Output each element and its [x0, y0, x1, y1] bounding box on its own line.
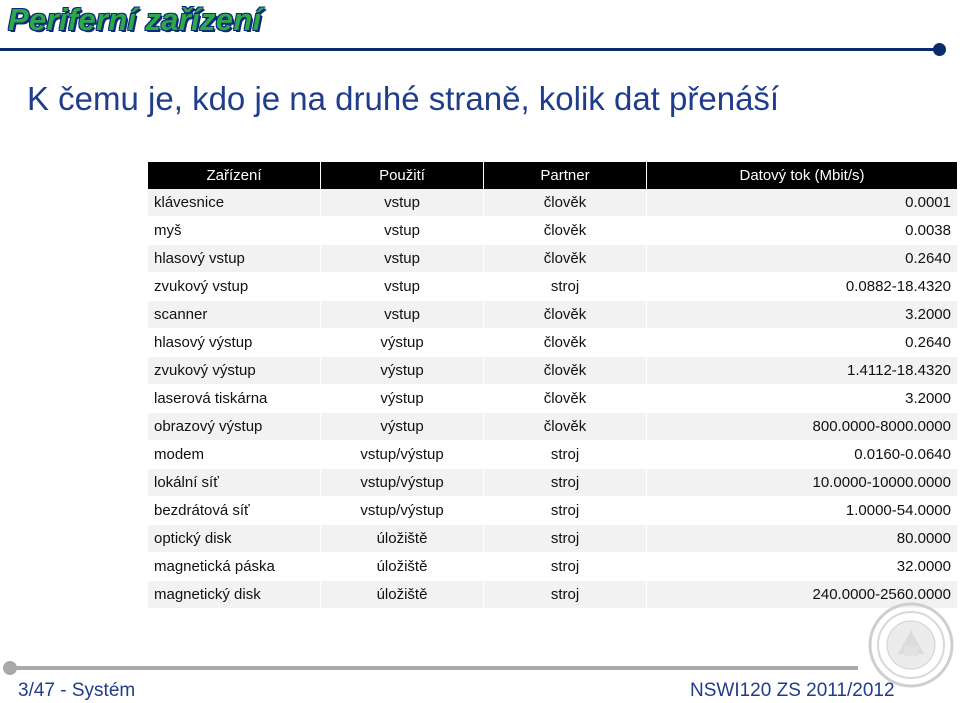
table-row	[148, 525, 958, 553]
cell-partner: stroj	[484, 581, 647, 609]
cell-data-rate: 10.0000-10000.0000	[647, 469, 958, 497]
slide-title: K čemu je, kdo je na druhé straně, kolik dat přenáší	[27, 80, 780, 117]
column-header-data-rate: Datový tok (Mbit/s)	[647, 162, 958, 189]
cell-data-rate: 240.0000-2560.0000	[647, 581, 958, 609]
table-row	[148, 553, 958, 581]
cell-data-rate: 80.0000	[647, 525, 958, 553]
cell-partner: stroj	[484, 525, 647, 553]
table-header-row	[148, 162, 958, 189]
cell-partner: stroj	[484, 441, 647, 469]
cell-usage: vstup/výstup	[321, 441, 484, 469]
cell-usage: vstup/výstup	[321, 497, 484, 525]
cell-usage: výstup	[321, 329, 484, 357]
cell-device: bezdrátová síť	[148, 497, 321, 525]
table-row	[148, 357, 958, 385]
cell-partner: stroj	[484, 497, 647, 525]
table-row	[148, 497, 958, 525]
cell-partner: člověk	[484, 301, 647, 329]
cell-data-rate: 32.0000	[647, 553, 958, 581]
cell-data-rate: 0.0038	[647, 217, 958, 245]
table-row	[148, 301, 958, 329]
cell-data-rate: 800.0000-8000.0000	[647, 413, 958, 441]
footer-slide-number: 3/47 - Systém	[18, 680, 136, 701]
cell-usage: výstup	[321, 413, 484, 441]
cell-data-rate: 0.0001	[647, 189, 958, 217]
cell-usage: vstup	[321, 245, 484, 273]
cell-device: lokální síť	[148, 469, 321, 497]
table-row	[148, 217, 958, 245]
cell-data-rate: 3.2000	[647, 385, 958, 413]
cell-device: laserová tiskárna	[148, 385, 321, 413]
cell-usage: vstup	[321, 217, 484, 245]
cell-partner: stroj	[484, 273, 647, 301]
university-seal-icon	[868, 602, 954, 688]
cell-usage: vstup	[321, 301, 484, 329]
cell-usage: úložiště	[321, 581, 484, 609]
cell-data-rate: 1.0000-54.0000	[647, 497, 958, 525]
cell-partner: člověk	[484, 245, 647, 273]
bottom-divider	[8, 666, 858, 670]
cell-usage: výstup	[321, 385, 484, 413]
cell-usage: vstup	[321, 189, 484, 217]
cell-usage: vstup/výstup	[321, 469, 484, 497]
cell-usage: úložiště	[321, 553, 484, 581]
cell-device: modem	[148, 441, 321, 469]
table-body	[148, 189, 958, 609]
cell-device: magnetický disk	[148, 581, 321, 609]
column-header-partner: Partner	[484, 162, 647, 189]
cell-data-rate: 0.0160-0.0640	[647, 441, 958, 469]
cell-device: zvukový vstup	[148, 273, 321, 301]
cell-partner: člověk	[484, 385, 647, 413]
top-divider	[0, 48, 944, 51]
cell-data-rate: 0.2640	[647, 329, 958, 357]
cell-partner: člověk	[484, 357, 647, 385]
column-header-device: Zařízení	[148, 162, 321, 189]
bottom-divider-dot	[3, 661, 17, 675]
cell-data-rate: 0.0882-18.4320	[647, 273, 958, 301]
column-header-usage: Použití	[321, 162, 484, 189]
cell-partner: člověk	[484, 413, 647, 441]
table-row	[148, 189, 958, 217]
cell-partner: stroj	[484, 469, 647, 497]
cell-usage: úložiště	[321, 525, 484, 553]
cell-partner: člověk	[484, 217, 647, 245]
table-row	[148, 385, 958, 413]
cell-device: optický disk	[148, 525, 321, 553]
cell-device: hlasový výstup	[148, 329, 321, 357]
cell-device: klávesnice	[148, 189, 321, 217]
header-title: Periferní zařízení	[8, 2, 262, 37]
cell-usage: výstup	[321, 357, 484, 385]
table-row	[148, 469, 958, 497]
table-row	[148, 581, 958, 609]
cell-usage: vstup	[321, 273, 484, 301]
cell-partner: člověk	[484, 329, 647, 357]
cell-partner: stroj	[484, 553, 647, 581]
cell-device: myš	[148, 217, 321, 245]
table-row	[148, 413, 958, 441]
footer-course: NSWI120 ZS 2011/2012	[690, 680, 895, 701]
cell-device: zvukový výstup	[148, 357, 321, 385]
cell-device: hlasový vstup	[148, 245, 321, 273]
table-row	[148, 273, 958, 301]
table-row	[148, 329, 958, 357]
device-table	[148, 162, 958, 609]
cell-device: obrazový výstup	[148, 413, 321, 441]
cell-data-rate: 0.2640	[647, 245, 958, 273]
table-row	[148, 441, 958, 469]
cell-device: magnetická páska	[148, 553, 321, 581]
cell-data-rate: 3.2000	[647, 301, 958, 329]
cell-partner: člověk	[484, 189, 647, 217]
cell-device: scanner	[148, 301, 321, 329]
top-divider-dot	[933, 43, 946, 56]
table-row	[148, 245, 958, 273]
cell-data-rate: 1.4112-18.4320	[647, 357, 958, 385]
